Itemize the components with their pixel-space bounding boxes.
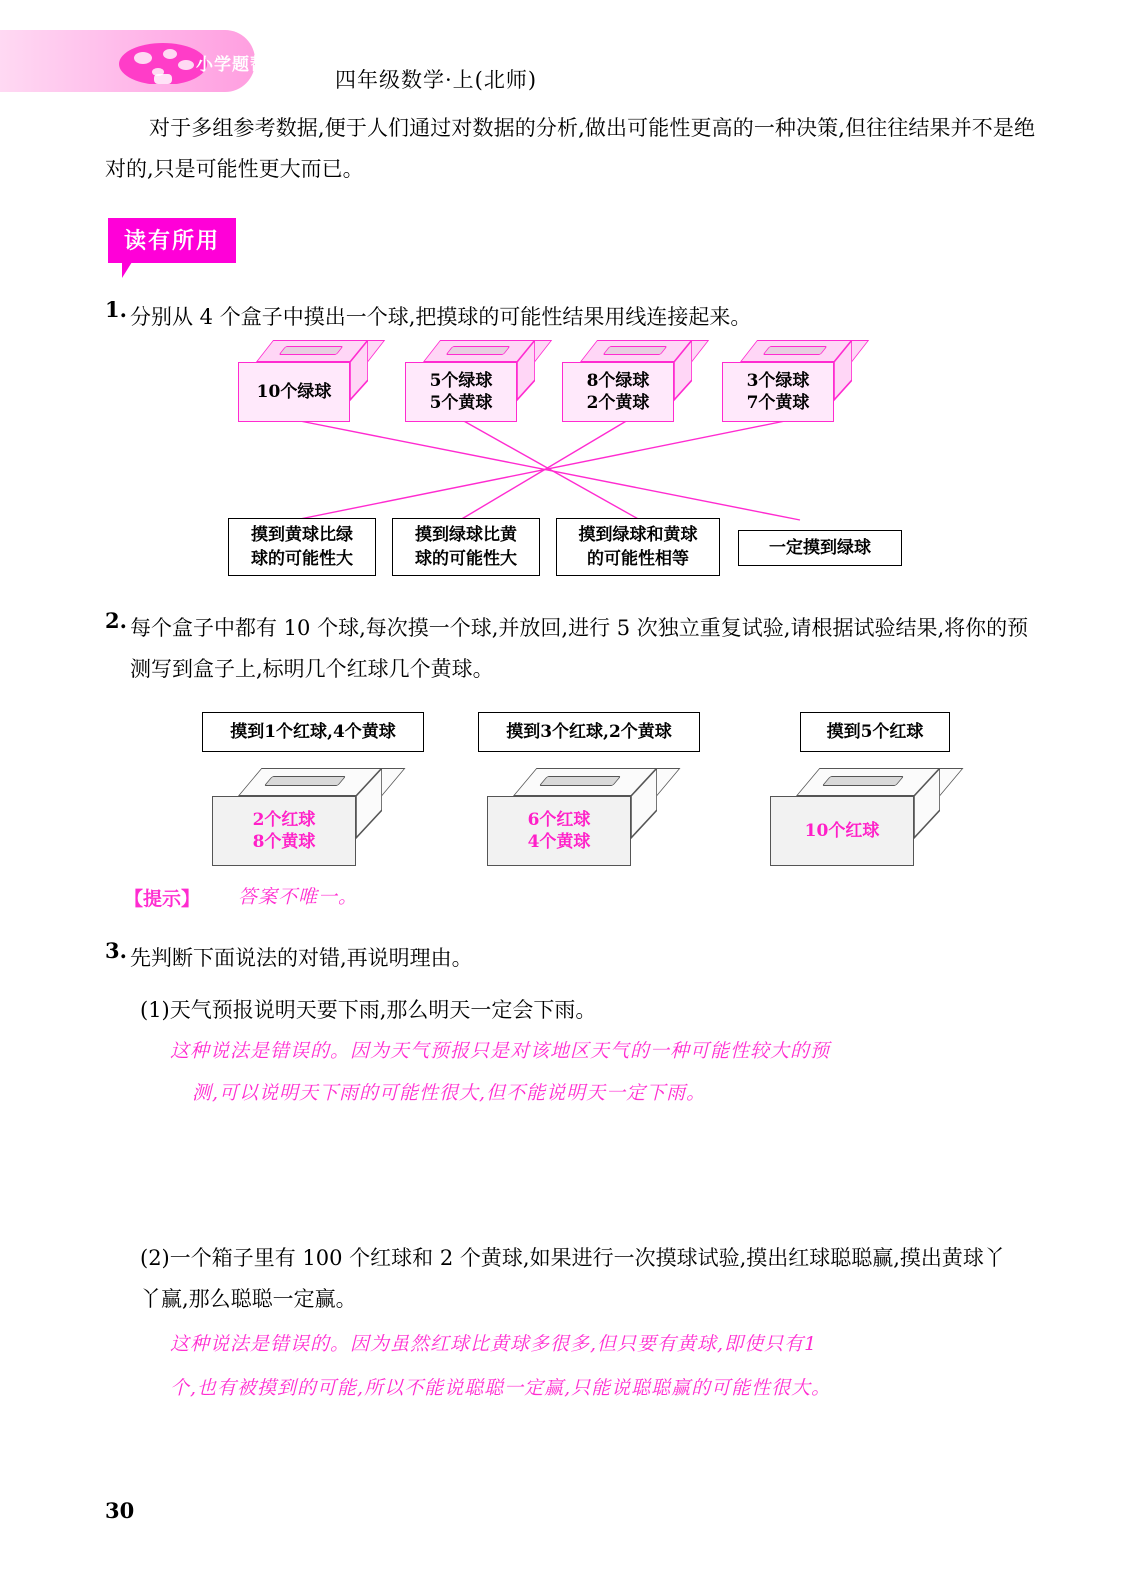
grey-box-2-line-2: 4个黄球 (527, 832, 591, 852)
ball-box-2 (405, 340, 535, 422)
ball-box-3-line-2: 2个黄球 (586, 393, 650, 413)
grey-box-2 (487, 768, 657, 866)
question-3-sub-1-label: (1)天气预报说明天要下雨,那么明天一定会下雨。 (140, 998, 597, 1022)
ball-box-4-line-2: 7个黄球 (746, 393, 810, 413)
answer-label-2-line-1: 摸到绿球比黄 (415, 525, 517, 545)
section-banner (108, 218, 236, 263)
answer-label-3 (556, 518, 720, 576)
grey-box-1-line-2: 8个黄球 (252, 832, 316, 852)
ball-box-2-line-1: 5个绿球 (429, 371, 493, 391)
answer-label-3-line-2: 的可能性相等 (587, 549, 689, 569)
question-3-sub-1-answer (170, 1030, 1050, 1114)
grey-box-3 (770, 768, 940, 866)
q2-label-1: 摸到1个红球,4个黄球 (202, 712, 424, 752)
answer-label-2-line-2: 球的可能性大 (415, 549, 517, 569)
q2-label-3: 摸到5个红球 (800, 712, 950, 752)
answer-label-2 (392, 518, 540, 576)
ball-box-3-line-1: 8个绿球 (586, 371, 650, 391)
ball-box-1 (238, 340, 368, 422)
brand-label: 小学题帮 (196, 55, 268, 75)
question-3-text: 先判断下面说法的对错,再说明理由。 (130, 946, 473, 970)
question-1-number: 1. (105, 297, 127, 322)
q3-1-answer-line-1: 这种说法是错误的。因为天气预报只是对该地区天气的一种可能性较大的预 (170, 1040, 831, 1062)
answer-label-1 (228, 518, 376, 576)
grey-box-1-line-1: 2个红球 (252, 810, 316, 830)
answer-label-1-line-2: 球的可能性大 (251, 549, 353, 569)
q3-2-answer-line-2: 个,也有被摸到的可能,所以不能说聪聪一定赢,只能说聪聪赢的可能性很大。 (170, 1377, 832, 1399)
ball-box-4 (722, 340, 852, 422)
ball-box-4-line-1: 3个绿球 (746, 371, 810, 391)
answer-label-1-line-1: 摸到黄球比绿 (251, 525, 353, 545)
question-3-number: 3. (105, 938, 127, 963)
question-2-text: 每个盒子中都有 10 个球,每次摸一个球,并放回,进行 5 次独立重复试验,请根据试验结果,将你的预测写到盒子上,标明几个红球几个黄球。 (130, 616, 1029, 681)
answer-label-4: 一定摸到绿球 (738, 530, 902, 566)
grey-box-2-line-1: 6个红球 (527, 810, 591, 830)
question-3-sub-2-label: (2)一个箱子里有 100 个红球和 2 个黄球,如果进行一次摸球试验,摸出红球聪聪赢,摸出黄球丫丫赢,那么聪聪一定赢。 (140, 1246, 1005, 1311)
ball-box-3 (562, 340, 692, 422)
page-title: 四年级数学·上(北师) (335, 68, 538, 92)
hint-label: 【提示】 (124, 888, 201, 910)
ball-box-1-line-1: 10个绿球 (256, 382, 332, 402)
answer-label-3-line-1: 摸到绿球和黄球 (578, 525, 698, 545)
hint-text: 答案不唯一。 (238, 886, 359, 908)
page-number: 30 (105, 1498, 135, 1523)
grey-box-3-line-1: 10个红球 (804, 821, 880, 841)
intro-paragraph: 对于多组参考数据,便于人们通过对数据的分析,做出可能性更高的一种决策,但往往结果并不是绝对的,只是可能性更大而已。 (105, 116, 1035, 181)
question-3-sub-2-answer (170, 1322, 1050, 1410)
banner-tail (122, 262, 142, 278)
ball-box-2-line-2: 5个黄球 (429, 393, 493, 413)
q3-1-answer-line-2: 测,可以说明天下雨的可能性很大,但不能说明天一定下雨。 (192, 1082, 707, 1104)
section-banner-label: 读有所用 (108, 218, 236, 263)
question-2-number: 2. (105, 608, 127, 633)
question-1-text: 分别从 4 个盒子中摸出一个球,把摸球的可能性结果用线连接起来。 (130, 305, 752, 329)
q3-2-answer-line-1: 这种说法是错误的。因为虽然红球比黄球多很多,但只要有黄球,即使只有1 (170, 1333, 818, 1355)
grey-box-1 (212, 768, 382, 866)
mushroom-icon (118, 40, 208, 84)
q2-label-2: 摸到3个红球,2个黄球 (478, 712, 700, 752)
